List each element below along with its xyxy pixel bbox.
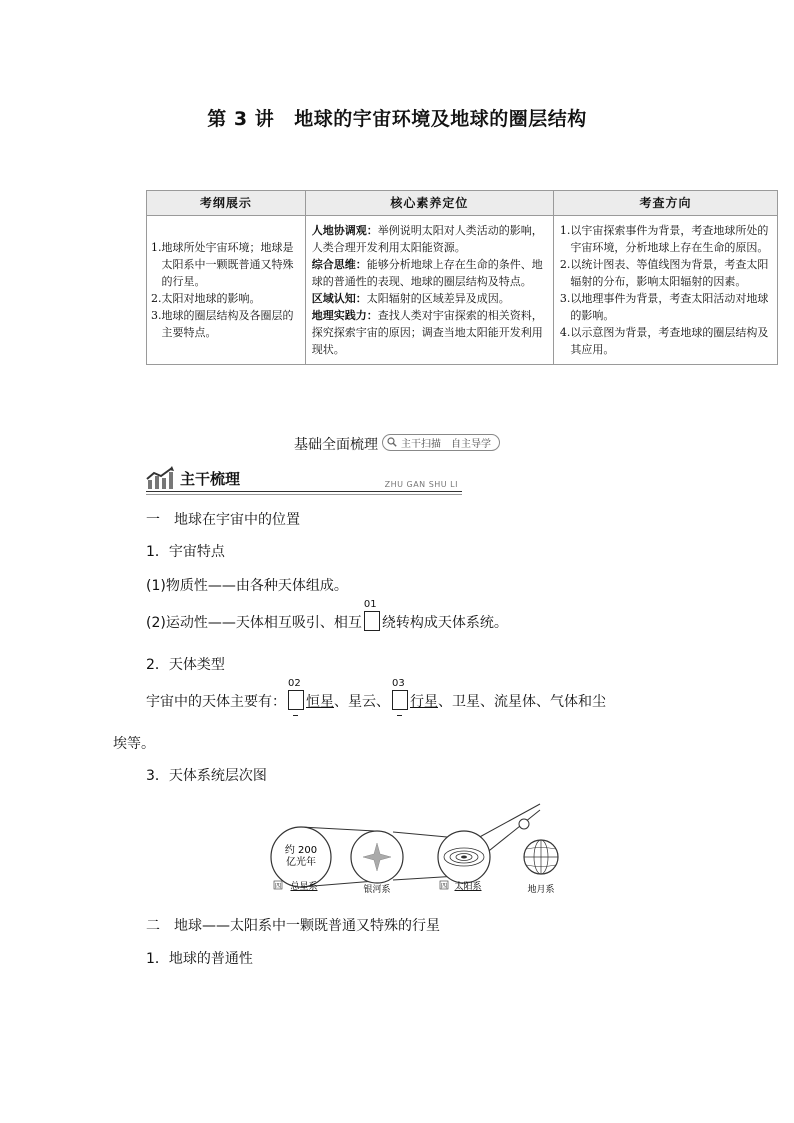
fangxiang-item: 3. 以地理事件为背景，考查太阳活动对地球的影响。: [559, 292, 769, 322]
fangxiang-cell: [553, 216, 777, 365]
header-kaogang: 考纲展示: [147, 191, 306, 216]
fangxiang-item: 1. 以宇宙探索事件为背景，考查地球所处的宇宙环境，分析地球上存在生命的原因。: [559, 224, 769, 254]
subheading-1: 1．宇宙特点: [146, 544, 225, 560]
zhugan-pinyin: ZHU GAN SHU LI: [384, 480, 458, 489]
subheading-3: 3．天体系统层次图: [146, 768, 267, 784]
scale-text: 亿光年: [286, 857, 316, 868]
trend-chart-icon: [146, 466, 174, 494]
zhugan-banner: [146, 466, 462, 492]
suyang-item: 人地协调观：举例说明太阳对人类活动的影响，人类合理开发利用太阳能资源。: [311, 224, 543, 254]
answer-blank[interactable]: 01: [364, 611, 380, 631]
answer-blank[interactable]: 02: [288, 690, 304, 710]
fangxiang-item: 2. 以统计图表、等值线图为背景，考查太阳辐射的分布，影响太阳辐射的因素。: [559, 258, 769, 288]
zhugan-title: 主干梳理: [180, 470, 241, 488]
suyang-item: 区域认知：太阳辐射的区域差异及成因。: [311, 292, 510, 305]
kaogang-cell: [147, 216, 306, 365]
answer-word: 恒星: [306, 694, 334, 710]
label-galaxy: 银河系: [363, 885, 391, 895]
outline-table: [146, 190, 778, 365]
paragraph-3: 宇宙中的天体主要有： 02 恒星、星云、 03 行星、卫星、流星体、气体和尘: [146, 690, 606, 711]
divider: [146, 494, 462, 495]
header-suyang: 核心素养定位: [305, 191, 553, 216]
heading-1: 一 地球在宇宙中的位置: [146, 512, 300, 528]
magnifier-icon: [387, 437, 397, 450]
moon-circle: [519, 819, 529, 829]
answer-word: 行星: [410, 694, 438, 710]
suyang-item: 地理实践力：查找人类对宇宙探索的相关资料，探究探索宇宙的原因；调查当地太阳能开发利用现状。: [311, 309, 543, 356]
subheading-4: 1．地球的普通性: [146, 951, 253, 967]
label-marker: 四: [440, 883, 448, 890]
paragraph-1: (1)物质性——由各种天体组成。: [146, 578, 348, 594]
answer-blank[interactable]: 03: [392, 690, 408, 710]
celestial-system-diagram: [268, 800, 568, 900]
kaogang-item: 1. 地球所处宇宙环境；地球是太阳系中一颗既普通又特殊的行星。: [151, 241, 294, 288]
outline-body-row: [147, 216, 778, 365]
suyang-cell: [305, 216, 553, 365]
label-earth-moon: 地月系: [527, 885, 555, 895]
page-title: [0, 104, 794, 131]
label-solar: 太阳系: [454, 882, 482, 892]
kaogang-item: 3. 地球的圈层结构及各圈层的主要特点。: [151, 309, 294, 339]
heading-2: 二 地球——太阳系中一颗既普通又特殊的行星: [146, 918, 440, 934]
label-marker: 四: [274, 883, 282, 890]
chapter-number: 第 3 讲: [207, 108, 275, 130]
divider: [146, 491, 462, 492]
subheading-2: 2．天体类型: [146, 657, 225, 673]
label-universe: 总星系: [290, 882, 318, 892]
paragraph-3-cont: 埃等。: [113, 736, 155, 752]
suyang-item: 综合思维：能够分析地球上存在生命的条件、地球的普通性的表现、地球的圈层结构及特点。: [311, 258, 543, 288]
chapter-title: 地球的宇宙环境及地球的圈层结构: [294, 108, 587, 130]
section-title: 基础全面梳理: [294, 437, 378, 453]
kaogang-item: 2. 太阳对地球的影响。: [151, 292, 261, 305]
header-fangxiang: 考查方向: [553, 191, 777, 216]
section-pill: 主干扫描 自主导学: [382, 434, 500, 451]
scale-text: 约 200: [284, 845, 318, 856]
outline-header-row: [147, 191, 778, 216]
paragraph-2: (2)运动性——天体相互吸引、相互 01 绕转构成天体系统。: [146, 599, 508, 631]
fangxiang-item: 4. 以示意图为背景，考查地球的圈层结构及其应用。: [559, 326, 769, 356]
section-heading: [0, 434, 794, 454]
